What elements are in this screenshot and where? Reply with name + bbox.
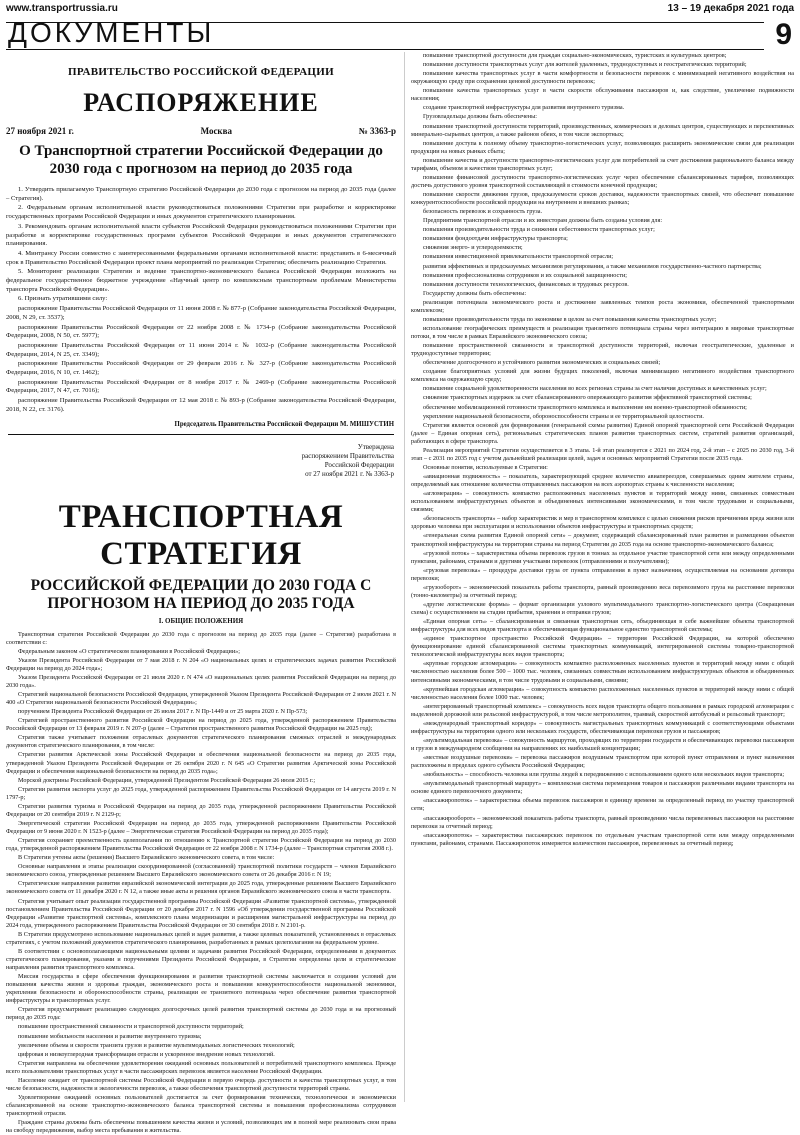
right-paragraph: «пассажиропоток» – характеристика объема перевозок пассажиров в единицу времени за определенный период по участку транспортной сети; — [411, 797, 794, 813]
strategy-paragraph: Федеральным законом «О стратегическом планировании в Российской Федерации»; — [18, 647, 240, 655]
header-rule-bottom — [6, 49, 764, 50]
right-paragraph: повышение транспортной доступности для граждан социально-экономических, туристских и культурных центров; — [423, 52, 727, 59]
right-paragraph: укрепление национальной безопасности, обороноспособности страны и ее территориальной целостности. — [423, 412, 704, 420]
strategy-paragraph: Указом Президента Российской Федерации от 7 мая 2018 г. N 204 «О национальных целях и стратегических задачах развития Российской Федерации на период до 2024 года»; — [6, 656, 396, 672]
strategy-body — [6, 631, 396, 1135]
right-paragraph: повышение качества транспортных услуг в части комфортности и безопасности перевозок с минимизацией негативного воздействия на окружающую среду при сохранении ценовой доступности перевозок; — [411, 70, 794, 86]
decree-item: 2. Федеральным органам исполнительной власти руководствоваться положениями Стратегии при разработке и корректировке государственных программ Российской Федерации и иных документов стратегического планирования. — [6, 204, 396, 221]
right-paragraph: повышение доступа к полному объему транспортно-логистических услуг, позволяющих расширить экономические связи для реализации продукции на новых рынках сбыта; — [411, 139, 794, 155]
right-paragraph: «грузовая перевозка» – процедура доставки груза от пункта отправления в пункт назначения, осуществляемая на основании договора перевозки; — [411, 566, 794, 582]
header-rule-top — [6, 22, 764, 23]
strategy-paragraph: цифровая и низкоуглеродная трансформация отрасли и ускоренное внедрение новых технологий. — [18, 1050, 275, 1058]
strategy-paragraph: повышение мобильности населения и развитие внутреннего туризма; — [18, 1032, 202, 1040]
right-paragraph: повышение скорости движения грузов, предсказуемости сроков доставки, надежности транспортных связей, что обеспечит повышение конкурентоспособности российской продукции на внутреннем и внешних рынках; — [411, 191, 794, 207]
right-paragraph: повышения фондоотдачи инфраструктуры транспорта; — [423, 235, 568, 243]
approval-line: Российской Федерации — [324, 460, 394, 469]
right-paragraph: создание благоприятных условий для жизни будущих поколений, включая минимизацию негативного воздействия транспортного комплекса на окружающую среду; — [411, 368, 794, 384]
right-body — [411, 52, 794, 848]
issue-dates: 13 – 19 декабря 2021 года — [667, 3, 794, 14]
right-paragraph: повышение качества и доступности транспортно-логистических услуг для потребителей за счет достижения рационального баланса между тарифами, объемом и качеством транспортных услуг; — [411, 156, 794, 172]
decree-item: 3. Рекомендовать органам исполнительной власти субъектов Российской Федерации руководствоваться положениями Стратегии при разработке и корректировке государственных программ субъектов Российской Федерации и иных документов стратегического планирования. — [6, 222, 396, 248]
right-paragraph: повышения производительности труда и снижения себестоимости транспортных услуг; — [423, 226, 655, 234]
right-paragraph: «единое транспортное пространство Российской Федерации» – территория Российской Федерации, на которой обеспечено функционирование единой сбалансированной системы транспортных коммуникаций, интегрированной системы товарно-транспортной технологической инфраструктуры всех видов транспорта; — [411, 635, 794, 659]
strategy-paragraph: Удовлетворение ожиданий основных пользователей достигается за счет формирования технически, технологически и экономически сбалансированной на основе транспортно-экономического баланса транспортной системы и повышения профессионализма сотрудников транспортной отрасли. — [6, 1093, 396, 1118]
decree-item: распоряжение Правительства Российской Федерации от 22 ноября 2008 г. № 1734-р (Собрание законодательства Российской Федерации, 2008, N 50, ст. 5977); — [6, 323, 396, 340]
right-paragraph: использование географических преимуществ и реализация транзитного потенциала страны через интеграцию в мировые транспортные потоки, в том числе в рамках Евразийского экономического союза; — [411, 324, 794, 340]
right-paragraph: повышение производительности труда по экономике в целом за счет повышения качества транспортных услуг; — [423, 315, 717, 323]
right-paragraph: «пассажиропоток» – характеристика пассажирских перевозок по отдельным участкам транспортной сети или между определенными пунктами, районами, странами. Пассажиропоток измеряется количеством пассажиров, перевезенных за отчетный период; — [411, 831, 794, 847]
right-paragraph: «интегрированный транспортный комплекс» – совокупность всех видов транспорта общего пользования в рамках городской агломерации с выделенной дорожной или рельсовой инфраструктурой, в том числе метрополитен, трамвай, скоростной автобусный и рельсовый транспорт; — [411, 702, 794, 718]
decree-title: О Транспортной стратегии Российской Федерации до 2030 года с прогнозом на период до 2035 года — [19, 143, 383, 177]
strategy-subtitle: РОССИЙСКОЙ ФЕДЕРАЦИИ ДО 2030 ГОДА С ПРОГНОЗОМ НА ПЕРИОД ДО 2035 ГОДА — [30, 576, 372, 612]
right-paragraph: повышение доступности транспортных услуг для жителей удаленных, труднодоступных и геостратегических территорий; — [423, 61, 747, 69]
right-paragraph: развития эффективных и предсказуемых механизмов регулирования, а также механизмов государственно-частного партнерства; — [423, 262, 762, 270]
strategy-paragraph: Стратегии развития туризма в Российской Федерации на период до 2035 года, утвержденной распоряжением Правительства Российской Федерации от 20 сентября 2019 г. N 2129-р; — [6, 802, 396, 818]
site-url[interactable]: www.transportrussia.ru — [6, 3, 118, 14]
right-paragraph: повышения доступности технологических, финансовых и трудовых ресурсов. — [423, 280, 629, 288]
right-paragraph: повышения профессионализма сотрудников и их социальной защищенности; — [423, 271, 628, 279]
strategy-title: ТРАНСПОРТНАЯ СТРАТЕГИЯ — [58, 498, 344, 572]
strategy-paragraph: Стратегия сохраняет преемственность целеполагания по отношению к Транспортной стратегии Российской Федерации на период до 2030 года, утвержденной распоряжением Правительства Российской Федерации от 22 ноября 2008 г. N 1734-р (далее – Транспортная стратегия 2008 г.). — [6, 837, 396, 853]
right-paragraph: «авиационная подвижность» – показатель, характеризующий среднее количество авиапереездов, совершаемых одним жителем страны, определяемый как отношение количества отправленных пассажиров на всех аэропортах страны к численности населения; — [411, 473, 794, 489]
right-paragraph: «местные воздушные перевозки» – перевозка пассажиров воздушным транспортом при которой пункт отправления и пункт назначения расположены в пределах одного субъекта Российской Федерации; — [411, 754, 794, 770]
top-bar — [6, 0, 794, 14]
right-paragraph: Предприятиям транспортной отрасли и их инвесторам должны быть созданы условия для: — [423, 217, 663, 225]
decree-item: 6. Признать утратившими силу: — [18, 295, 108, 303]
right-paragraph: повышение пространственной связанности и транспортной доступности территорий, включая геостратегические, удаленные и труднодоступные территории; — [411, 342, 794, 358]
page-number: 9 — [775, 18, 792, 51]
strategy-paragraph: Миссия государства в сфере обеспечения функционирования и развития транспортной системы заключается в создании условий для повышения качества жизни и здоровья граждан, экономического роста и повышения конкурентоспособности национальной экономики, укрепления безопасности и обороноспособности страны, реализации ее транзитного потенциала через обеспечение развития транспортной инфраструктуры и транспортных услуг. — [6, 973, 396, 1005]
right-paragraph: «мультимодальная перевозка» – совокупность маршрутов, проходящих по территории государств и обеспечивающих перевозки пассажиров и грузов в международном сообщении на направлениях их наибольшей концентрации; — [411, 736, 794, 752]
strategy-paragraph: В Стратегии предусмотрено использование национальных целей и задач развития, а также целевых показателей, установленных в отраслевых стратегиях, с учетом положений документов стратегического планирования, разработанных в рамках целеполагания на федеральном уровне. — [6, 930, 396, 946]
right-paragraph: «мультимодальный транспортный маршрут» – комплексная система перемещения товаров и пассажиров различными видами транспорта на основе единого перевозочного документа; — [411, 780, 794, 796]
decree-authority: ПРАВИТЕЛЬСТВО РОССИЙСКОЙ ФЕДЕРАЦИИ — [67, 66, 335, 78]
decree-item: 5. Мониторинг реализации Стратегии и ведение транспортно-экономического баланса Российской Федерации возложить на федеральное государственное бюджетное учреждение «Научный центр по комплексным транспортным проблемам Министерства транспорта Российской Федерации». — [6, 268, 396, 293]
right-paragraph: Стратегия является основой для формирования (генеральной схемы развития) Единой опорной транспортной сети Российской Федерации (далее – Единая опорная сеть), региональных стратегических планов развития транспортных систем, стратегий развития организаций, работающих в сфере транспорта. — [411, 421, 794, 445]
decree-item: 4. Минтрансу России совместно с заинтересованными федеральными органами исполнительной власти: представить в 6-месячный срок в Правительство Российской Федерации проект плана мероприятий по реализации Стратегии; обеспечить реализацию Стратегии. — [6, 249, 396, 266]
approval-line: распоряжением Правительства — [301, 451, 394, 460]
right-paragraph: Грузовладельцы должны быть обеспечены: — [423, 113, 537, 121]
strategy-paragraph: Стратегия направлена на обеспечение удовлетворения ожиданий основных пользователей и потребителей транспортного комплекса. Прежде всего пользователями транспортных услуг в части пассажирских перевозок является население Российской Федерации. — [6, 1059, 396, 1075]
right-paragraph: обеспечение мобилизационной готовности транспортного комплекса и выполнение им военно-транспортной обязанности; — [423, 403, 747, 411]
right-paragraph: Реализация мероприятий Стратегии осуществляется в 3 этапа. 1-й этап реализуется с 2021 по 2024 год, 2-й этап – с 2025 по 2030 год, 3-й этап – с 2031 по 2035 год с учетом дальнейшей реализации целей, задач и основных мероприятий Стратегии после 2035 года. — [411, 446, 794, 462]
right-paragraph: «другие логистические формы» – формат организации узлового мультимодального транспортно-логистического центра (Сокращенная схема) с осуществлением на стадии прибытия, хранения и отправки грузов; — [411, 600, 794, 616]
strategy-paragraph: Население ожидает от транспортной системы Российской Федерации в первую очередь доступности и качества транспортных услуг, в том числе безопасности, надежности и экологичности перевозок, а также обеспечения транспортной доступности территорий страны. — [6, 1076, 396, 1092]
approval-note — [8, 443, 394, 479]
strategy-paragraph: Стратегия также учитывает положения отраслевых документов стратегического планирования смежных отраслей и международных документов стратегического планирования, в том числе: — [6, 734, 396, 750]
right-paragraph: повышение качества транспортных услуг в части скорости обслуживания пассажиров и, как следствие, увеличение подвижности населения; — [411, 87, 794, 103]
decree-item: распоряжение Правительства Российской Федерации от 8 ноября 2017 г. № 2469-р (Собрание законодательства Российской Федерации, 2017, N 47, ст. 7016); — [6, 378, 396, 395]
right-paragraph: «безопасность транспорта» – набор характеристик и мер в транспортном комплексе с целью снижения рисков причинения вреда жизни или здоровью человека при эксплуатации и использовании объектов инфраструктуры и транспортных средств; — [411, 515, 794, 531]
right-paragraph: «международный транспортный коридор» – совокупность магистральных транспортных коммуникаций с соответствующими объектами инфраструктуры на территории одного или нескольких государств, обеспечивающая перевозки грузов и пассажиров; — [411, 719, 794, 735]
right-paragraph: Основные понятия, используемые в Стратегии: — [423, 463, 548, 471]
decree-type: РАСПОРЯЖЕНИЕ — [83, 88, 319, 117]
strategy-paragraph: увеличение объема и скорости транзита грузов и развитие мультимодальных логистических технологий; — [18, 1041, 295, 1049]
right-paragraph: Государству должны быть обеспечены: — [423, 289, 527, 297]
decree-number: № 3363-р — [358, 126, 396, 136]
strategy-paragraph: Стратегией пространственного развития Российской Федерации на период до 2025 года, утвержденной распоряжением Правительства Российской Федерации от 13 февраля 2019 г. N 207-р (далее – Стратегия пространственного развития Российской Федерации на 2025 год); — [6, 717, 396, 733]
right-column — [404, 52, 794, 1102]
right-paragraph: «крупные городские агломерации» – совокупность компактно расположенных населенных пунктов и территорий между ними с общей численностью населения более 500 – 1000 тыс. человек, связанных совместным использованием инфраструктурных объектов и объединенных интенсивными экономическими, в том числе трудовыми и социальными, связями; — [411, 660, 794, 684]
strategy-paragraph: Транспортная стратегия Российской Федерации до 2030 года с прогнозом на период до 2035 года (далее – Стратегия) разработана в соответствии с: — [6, 630, 396, 646]
decree-meta — [6, 126, 396, 136]
right-paragraph: снижение транспортных издержек за счет сбалансированного опережающего развития эффективной транспортной системы; — [423, 394, 752, 402]
strategy-paragraph: В Стратегии учтены акты (решения) Высшего Евразийского экономического совета, в том числе: — [18, 854, 275, 862]
right-paragraph: повышение финансовой доступности транспортно-логистических услуг через обеспечение сбалансированных тарифов, позволяющих достичь допустимого уровня транспортной составляющей в стоимости конечной продукции; — [411, 173, 794, 189]
strategy-paragraph: Стратегия учитывает опыт реализации государственной программы Российской Федерации «Развитие транспортной системы», утвержденной постановлением Правительства Российской Федерации от 20 декабря 2017 г. N 1596 «Об утверждении государственной программы Российской Федерации «Развитие транспортной системы», комплексного плана модернизации и расширения магистральной инфраструктуры на период до 2024 года, утвержденного распоряжением Правительства Российской Федерации от 30 сентября 2018 г. N 2101-р. — [6, 897, 396, 929]
strategy-paragraph: Стратегия предусматривает реализацию следующих долгосрочных целей развития транспортной системы до 2030 года и на прогнозный период до 2035 года: — [6, 1006, 396, 1022]
strategy-paragraph: Стратегии развития Арктической зоны Российской Федерации и обеспечения национальной безопасности на период до 2035 года, утвержденной Указом Президента Российской Федерации от 26 октября 2020 г. N 645 «О Стратегии развития Арктической зоны Российской Федерации и обеспечения национальной безопасности на период до 2035 года»; — [6, 751, 396, 775]
right-paragraph: обеспечение долгосрочного и устойчивого развития экономических и социальных связей; — [423, 359, 661, 367]
decree-item: 1. Утвердить прилагаемую Транспортную стратегию Российской Федерации до 2030 года с прогнозом на период до 2035 года (далее – Стратегия). — [6, 186, 396, 202]
right-paragraph: реализация потенциала экономического роста и достижение заявленных темпов роста экономики, обеспеченной транспортными комплексом; — [411, 298, 794, 314]
decree-item: распоряжение Правительства Российской Федерации от 11 июня 2014 г. № 1032-р (Собрание законодательства Российской Федерации, 2014, N 25, ст. 3349); — [6, 341, 396, 358]
strategy-paragraph: поручением Президента Российской Федерации от 26 июля 2017 г. N Пр-1449 и от 25 марта 2020 г. N Пр-573; — [18, 708, 308, 716]
left-column — [6, 52, 396, 1135]
right-paragraph: «генеральная схема развития Единой опорной сети» – документ, содержащий сбалансированный план развития и размещения объектов транспортной инфраструктуры на территории страны на период Стратегии до 2035 года на основе транспортно-экономического баланса; — [411, 532, 794, 548]
approval-line: Утверждена — [357, 442, 394, 451]
right-paragraph: «Единая опорная сеть» – сбалансированная и связанная транспортная сеть, объединяющая в себе важнейшие объекты транспортной инфраструктуры для всех видов транспорта и обеспечивающая функциональное единство транспортной системы; — [411, 618, 794, 634]
strategy-paragraph: В соответствии с основополагающими национальными целями и задачами развития Российской Федерации, определенными в документах стратегического планирования, указами и поручениями Президента Российской Федерации, в Стратегии определены цели и стратегические направления развития транспортного комплекса. — [6, 947, 396, 972]
right-paragraph: снижения энерго- и углеродоемкости; — [423, 244, 523, 252]
right-paragraph: повышение социальной удовлетворенности населения во всех регионах страны за счет наличия доступных и качественных услуг; — [423, 385, 767, 393]
right-paragraph: повышения инвестиционной привлекательности транспортной отрасли; — [423, 253, 614, 261]
right-paragraph: безопасность перевозок и сохранность груза. — [423, 208, 543, 216]
decree-city: Москва — [200, 126, 232, 136]
decree-item: распоряжение Правительства Российской Федерации от 11 июня 2008 г. № 877-р (Собрание законодательства Российской Федерации, 2008, N 29, ст. 3537); — [6, 305, 396, 321]
strategy-paragraph: Стратегические направления развития евразийской экономической интеграции до 2025 года, утвержденные решением Высшего Евразийского экономического совета от 11 декабря 2020 г. N 12, а также иные акты и решения органов Евразийского экономического союза в части транспорта. — [6, 880, 396, 896]
right-paragraph: «грузовой поток» – характеристика объема перевозок грузов в тоннах за отдельное участие транспортной сети или между определенными пунктами, районами, странами и другими участками перевозок (отправлениями и получателями); — [411, 549, 794, 565]
right-paragraph: «мобильность» – способность человека или группы людей к передвижению с использованием одного или нескольких видов транспорта; — [423, 771, 785, 779]
decree-signature: Председатель Правительства Российской Федерации М. МИШУСТИН — [8, 421, 394, 435]
section-header — [6, 14, 794, 52]
strategy-paragraph: Стратегии развития экспорта услуг до 2025 года, утвержденной распоряжением Правительства Российской Федерации от 14 августа 2019 г. N 1797-р; — [6, 785, 396, 801]
chapter-heading: I. ОБЩИЕ ПОЛОЖЕНИЯ — [158, 616, 244, 625]
right-paragraph: повышение транспортной доступности территорий, производственных, коммерческих и деловых центров, существующих и перспективных минерально-сырьевых центров, а также районов обеих, в том числе экспортных; — [411, 122, 794, 138]
section-title: ДОКУМЕНТЫ — [8, 17, 215, 48]
strategy-paragraph: Энергетической стратегии Российской Федерации на период до 2035 года, утвержденной распоряжением Правительства Российской Федерации от 9 июня 2020 г. N 1523-р (далее – Энергетическая стратегия Российской Федерации на период до 2035 года); — [6, 819, 396, 836]
strategy-paragraph: Стратегией национальной безопасности Российской Федерации, утвержденной Указом Президента Российской Федерации от 2 июля 2021 г. N 400 «О Стратегии национальной безопасности Российской Федерации»; — [6, 691, 396, 707]
decree-item: распоряжение Правительства Российской Федерации от 12 мая 2018 г. № 893-р (Собрание законодательства Российской Федерации, 2018, N 22, ст. 3176). — [6, 397, 396, 413]
right-paragraph: «грузооборот» – экономический показатель работы транспорта, равный произведению веса перевозимого груза на расстояние перевозки (тонно-километры) за отчетный период; — [411, 583, 794, 599]
strategy-paragraph: Указом Президента Российской Федерации от 21 июля 2020 г. N 474 «О национальных целях развития Российской Федерации на период до 2030 года». — [6, 673, 396, 689]
strategy-paragraph: Основные направления и этапы реализации скоординированной (согласованной) транспортной политики государств – членов Евразийского экономического союза, утвержденные решением Высшего Евразийского экономического совета от 26 декабря 2016 г. N 19; — [6, 863, 396, 879]
right-paragraph: «агломерация» – совокупность компактно расположенных населенных пунктов и территорий между ними, связанных совместным использованием инфраструктурных объектов и объединенных интенсивными экономическими, в том числе трудовыми и социальными, связями; — [411, 490, 794, 514]
decree-date: 27 ноября 2021 г. — [6, 126, 74, 136]
decree-items — [6, 186, 396, 415]
columns — [6, 52, 794, 1135]
strategy-paragraph: Морской доктрины Российской Федерации, утвержденной Президентом Российской Федерации 26 июля 2015 г.; — [18, 776, 316, 784]
right-paragraph: «пассажирооборот» – экономический показатель работы транспорта, равный произведению числа перевезенных пассажиров на расстояние перевозки за отчетный период; — [411, 814, 794, 830]
approval-line: от 27 ноября 2021 г. № 3363-р — [305, 469, 394, 478]
right-paragraph: создание транспортной инфраструктуры для развития внутреннего туризма. — [423, 104, 625, 112]
decree-item: распоряжение Правительства Российской Федерации от 29 февраля 2016 г. № 327-р (Собрание законодательства Российской Федерации, 2016, N 10, ст. 1462); — [6, 360, 396, 377]
strategy-paragraph: Граждане страны должны быть обеспечены повышением качества жизни и условий, позволяющих им в полной мере реализовать свои права на свободу передвижения, выбор места пребывания и жительства. — [6, 1119, 396, 1135]
strategy-paragraph: повышение пространственной связанности и транспортной доступности территорий; — [18, 1023, 244, 1031]
right-paragraph: «крупнейшая городская агломерация» – совокупность компактно расположенных населенных пунктов и территорий между ними с общей численностью населения более 1000 тыс. человек; — [411, 685, 794, 701]
